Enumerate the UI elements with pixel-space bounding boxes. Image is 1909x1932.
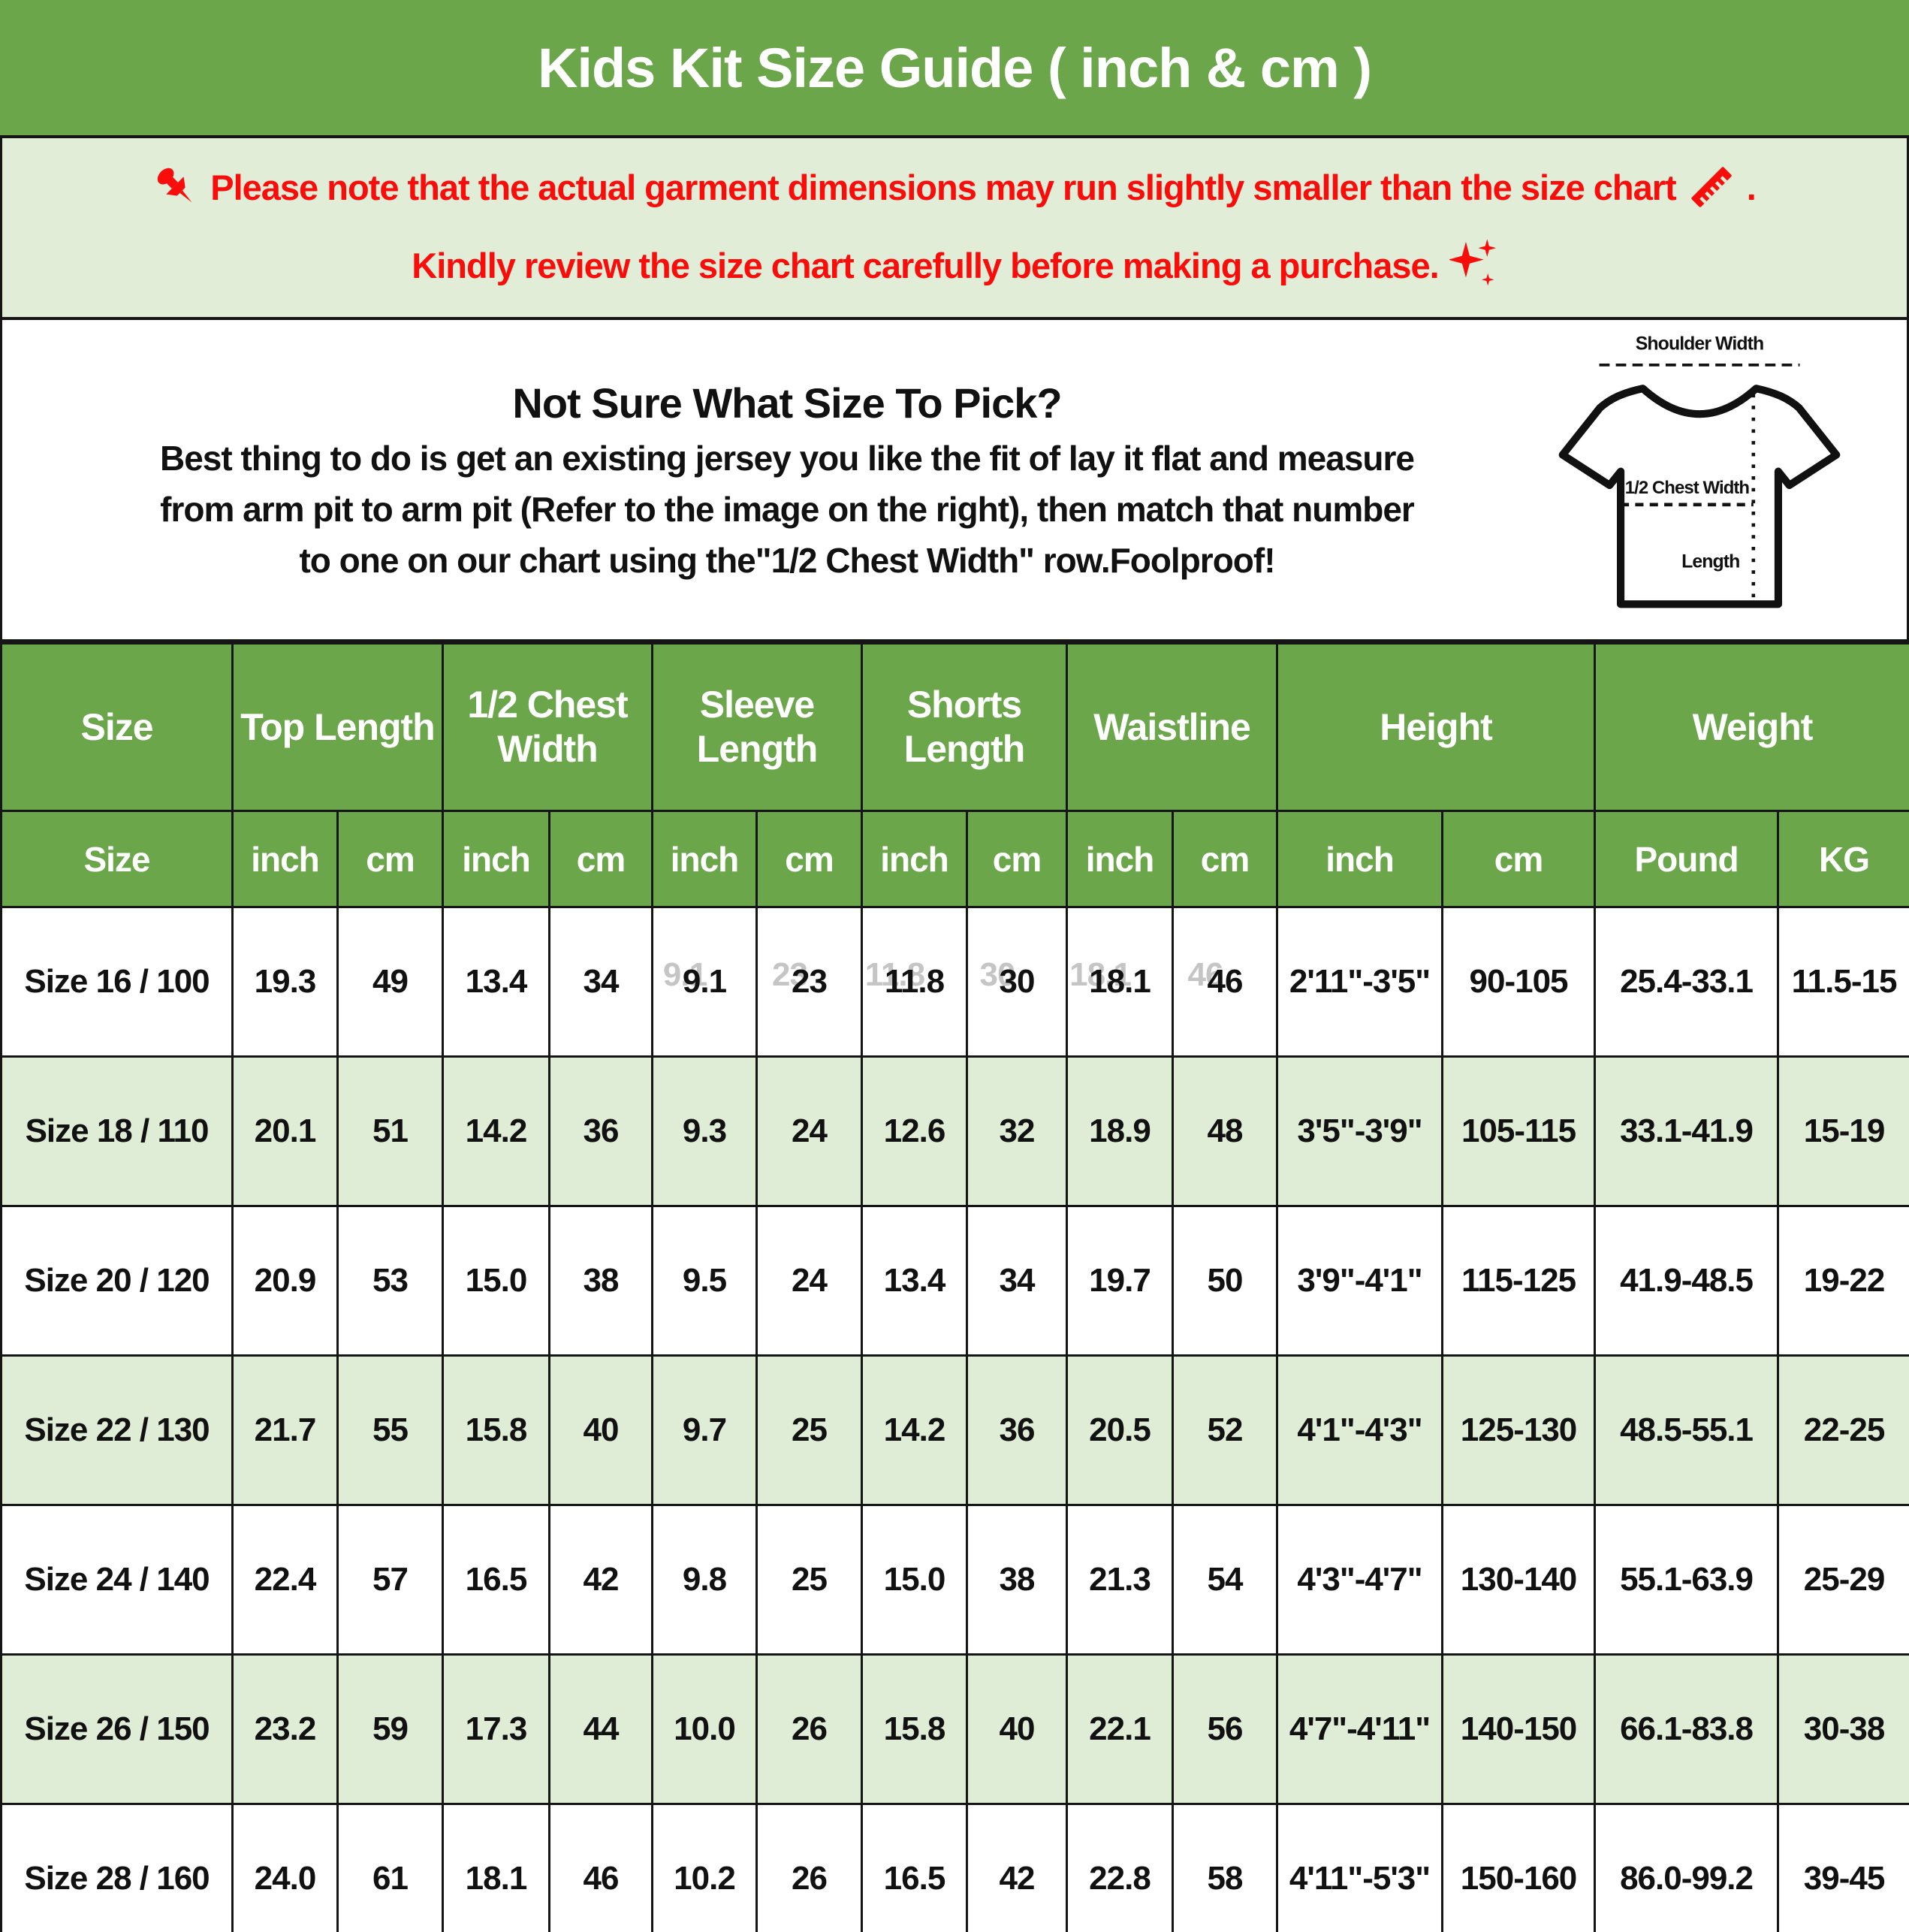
value-cell: 39-45 (1778, 1804, 1909, 1932)
value-cell: 33.1-41.9 (1595, 1057, 1778, 1206)
title-bar (0, 0, 1909, 138)
value-cell: 16.5 (443, 1505, 550, 1655)
size-cell: Size 26 / 150 (2, 1655, 233, 1804)
value-cell: 14.2 (443, 1057, 550, 1206)
value-cell: 42 (550, 1505, 653, 1655)
value-cell: 90-105 (1443, 907, 1595, 1057)
value-cell: 55 (338, 1356, 443, 1505)
value-cell: 15.8 (443, 1356, 550, 1505)
value-cell: 36 (967, 1356, 1067, 1505)
value-cell: 11.8 (862, 907, 967, 1057)
value-cell: 20.1 (233, 1057, 338, 1206)
table-row (2, 1057, 1909, 1206)
value-cell: 58 (1173, 1804, 1277, 1932)
value-cell: 26 (757, 1804, 862, 1932)
value-cell: 105-115 (1443, 1057, 1595, 1206)
unit-header-10: cm (1173, 811, 1277, 907)
unit-header-8: cm (967, 811, 1067, 907)
value-cell: 30-38 (1778, 1655, 1909, 1804)
col-group-height: Height (1277, 644, 1595, 811)
value-cell: 24.0 (233, 1804, 338, 1932)
shoulder-width-label: Shoulder Width (1635, 334, 1764, 355)
value-cell: 125-130 (1443, 1356, 1595, 1505)
ruler-icon (1687, 162, 1736, 212)
value-cell: 9.5 (653, 1206, 757, 1356)
value-cell: 57 (338, 1505, 443, 1655)
value-cell: 22.8 (1067, 1804, 1173, 1932)
unit-header-row (2, 811, 1909, 907)
value-cell: 19-22 (1778, 1206, 1909, 1356)
unit-header-1: inch (233, 811, 338, 907)
value-cell: 115-125 (1443, 1206, 1595, 1356)
size-cell: Size 18 / 110 (2, 1057, 233, 1206)
value-cell: 10.0 (653, 1655, 757, 1804)
sizing-help-section (0, 320, 1909, 642)
value-cell: 22.1 (1067, 1655, 1173, 1804)
value-cell: 13.4 (862, 1206, 967, 1356)
value-cell: 51 (338, 1057, 443, 1206)
value-cell: 3'5"-3'9" (1277, 1057, 1443, 1206)
size-cell: Size 28 / 160 (2, 1804, 233, 1932)
value-cell: 46 (550, 1804, 653, 1932)
size-cell: Size 16 / 100 (2, 907, 233, 1057)
value-cell: 9.1 (653, 907, 757, 1057)
table-row (2, 1206, 1909, 1356)
unit-header-13: Pound (1595, 811, 1778, 907)
value-cell: 22-25 (1778, 1356, 1909, 1505)
value-cell: 15.0 (443, 1206, 550, 1356)
value-cell: 25.4-33.1 (1595, 907, 1778, 1057)
value-cell: 4'1"-4'3" (1277, 1356, 1443, 1505)
value-cell: 20.9 (233, 1206, 338, 1356)
unit-header-6: cm (757, 811, 862, 907)
value-cell: 61 (338, 1804, 443, 1932)
unit-header-size: Size (2, 811, 233, 907)
value-cell: 18.1 (443, 1804, 550, 1932)
value-cell: 34 (967, 1206, 1067, 1356)
value-cell: 19.7 (1067, 1206, 1173, 1356)
value-cell: 3'9"-4'1" (1277, 1206, 1443, 1356)
value-cell: 21.7 (233, 1356, 338, 1505)
value-cell: 4'3"-4'7" (1277, 1505, 1443, 1655)
tshirt-measurement-diagram (1531, 329, 1868, 633)
value-cell: 140-150 (1443, 1655, 1595, 1804)
size-table-body (2, 907, 1909, 1932)
table-row (2, 1804, 1909, 1932)
value-cell: 19.3 (233, 907, 338, 1057)
value-cell: 25 (757, 1356, 862, 1505)
value-cell: 9.7 (653, 1356, 757, 1505)
value-cell: 4'11"-5'3" (1277, 1804, 1443, 1932)
value-cell: 25-29 (1778, 1505, 1909, 1655)
value-cell: 15-19 (1778, 1057, 1909, 1206)
col-group-sleeve-length: Sleeve Length (653, 644, 862, 811)
col-group-waistline: Waistline (1067, 644, 1277, 811)
value-cell: 25 (757, 1505, 862, 1655)
value-cell: 22.4 (233, 1505, 338, 1655)
unit-header-9: inch (1067, 811, 1173, 907)
value-cell: 40 (550, 1356, 653, 1505)
sparkles-icon (1449, 237, 1497, 293)
notice-line-2 (412, 237, 1497, 293)
sizing-help-line-1: Best thing to do is get an existing jersey you like the fit of lay it flat and measure (159, 439, 1415, 478)
value-cell: 16.5 (862, 1804, 967, 1932)
value-cell: 17.3 (443, 1655, 550, 1804)
value-cell: 24 (757, 1206, 862, 1356)
table-row (2, 907, 1909, 1057)
unit-header-14: KG (1778, 811, 1909, 907)
value-cell: 13.4 (443, 907, 550, 1057)
value-cell: 56 (1173, 1655, 1277, 1804)
size-cell: Size 20 / 120 (2, 1206, 233, 1356)
notice-line-1 (153, 162, 1756, 212)
half-chest-width-label: 1/2 Chest Width (1624, 478, 1750, 499)
value-cell: 15.8 (862, 1655, 967, 1804)
value-cell: 38 (550, 1206, 653, 1356)
sizing-help-line-3: to one on our chart using the"1/2 Chest Width" row.Foolproof! (299, 541, 1275, 580)
value-cell: 42 (967, 1804, 1067, 1932)
value-cell: 49 (338, 907, 443, 1057)
value-cell: 44 (550, 1655, 653, 1804)
value-cell: 130-140 (1443, 1505, 1595, 1655)
value-cell: 59 (338, 1655, 443, 1804)
notice-period: . (1746, 167, 1756, 207)
value-cell: 48 (1173, 1057, 1277, 1206)
col-group-top-length: Top Length (233, 644, 443, 811)
size-cell: Size 24 / 140 (2, 1505, 233, 1655)
table-row (2, 1655, 1909, 1804)
value-cell: 9.3 (653, 1057, 757, 1206)
value-cell: 46 (1173, 907, 1277, 1057)
value-cell: 12.6 (862, 1057, 967, 1206)
value-cell: 9.8 (653, 1505, 757, 1655)
value-cell: 18.9 (1067, 1057, 1173, 1206)
value-cell: 18.1 (1067, 907, 1173, 1057)
sizing-help-line-2: from arm pit to arm pit (Refer to the image on the right), then match that number (160, 490, 1414, 529)
value-cell: 86.0-99.2 (1595, 1804, 1778, 1932)
size-table (0, 642, 1909, 1932)
value-cell: 34 (550, 907, 653, 1057)
sizing-help-text (2, 320, 1572, 639)
value-cell: 20.5 (1067, 1356, 1173, 1505)
length-label: Length (1681, 551, 1740, 572)
value-cell: 50 (1173, 1206, 1277, 1356)
value-cell: 38 (967, 1505, 1067, 1655)
unit-header-12: cm (1443, 811, 1595, 907)
value-cell: 150-160 (1443, 1804, 1595, 1932)
unit-header-4: cm (550, 811, 653, 907)
table-row (2, 1505, 1909, 1655)
value-cell: 40 (967, 1655, 1067, 1804)
col-group-shorts-length: Shorts Length (862, 644, 1067, 811)
value-cell: 21.3 (1067, 1505, 1173, 1655)
value-cell: 36 (550, 1057, 653, 1206)
value-cell: 15.0 (862, 1505, 967, 1655)
sizing-help-heading: Not Sure What Size To Pick? (512, 379, 1062, 427)
value-cell: 52 (1173, 1356, 1277, 1505)
value-cell: 10.2 (653, 1804, 757, 1932)
unit-header-5: inch (653, 811, 757, 907)
unit-header-3: inch (443, 811, 550, 907)
notice-banner (0, 138, 1909, 320)
value-cell: 11.5-15 (1778, 907, 1909, 1057)
value-cell: 54 (1173, 1505, 1277, 1655)
value-cell: 23.2 (233, 1655, 338, 1804)
pushpin-icon (153, 164, 200, 210)
value-cell: 30 (967, 907, 1067, 1057)
page-title: Kids Kit Size Guide ( inch & cm ) (537, 36, 1372, 99)
value-cell: 26 (757, 1655, 862, 1804)
value-cell: 53 (338, 1206, 443, 1356)
table-row (2, 1356, 1909, 1505)
unit-header-7: inch (862, 811, 967, 907)
value-cell: 48.5-55.1 (1595, 1356, 1778, 1505)
value-cell: 24 (757, 1057, 862, 1206)
col-group-size: Size (2, 644, 233, 811)
value-cell: 23 (757, 907, 862, 1057)
value-cell: 2'11"-3'5" (1277, 907, 1443, 1057)
notice-text-2: Kindly review the size chart carefully before making a purchase. (412, 245, 1439, 285)
col-group-weight: Weight (1595, 644, 1909, 811)
unit-header-2: cm (338, 811, 443, 907)
value-cell: 4'7"-4'11" (1277, 1655, 1443, 1804)
value-cell: 66.1-83.8 (1595, 1655, 1778, 1804)
value-cell: 32 (967, 1057, 1067, 1206)
unit-header-11: inch (1277, 811, 1443, 907)
value-cell: 55.1-63.9 (1595, 1505, 1778, 1655)
value-cell: 41.9-48.5 (1595, 1206, 1778, 1356)
group-header-row (2, 644, 1909, 811)
notice-text-1: Please note that the actual garment dimensions may run slightly smaller than the size chart (210, 167, 1676, 207)
size-cell: Size 22 / 130 (2, 1356, 233, 1505)
value-cell: 14.2 (862, 1356, 967, 1505)
col-group-half-chest-width: 1/2 Chest Width (443, 644, 653, 811)
